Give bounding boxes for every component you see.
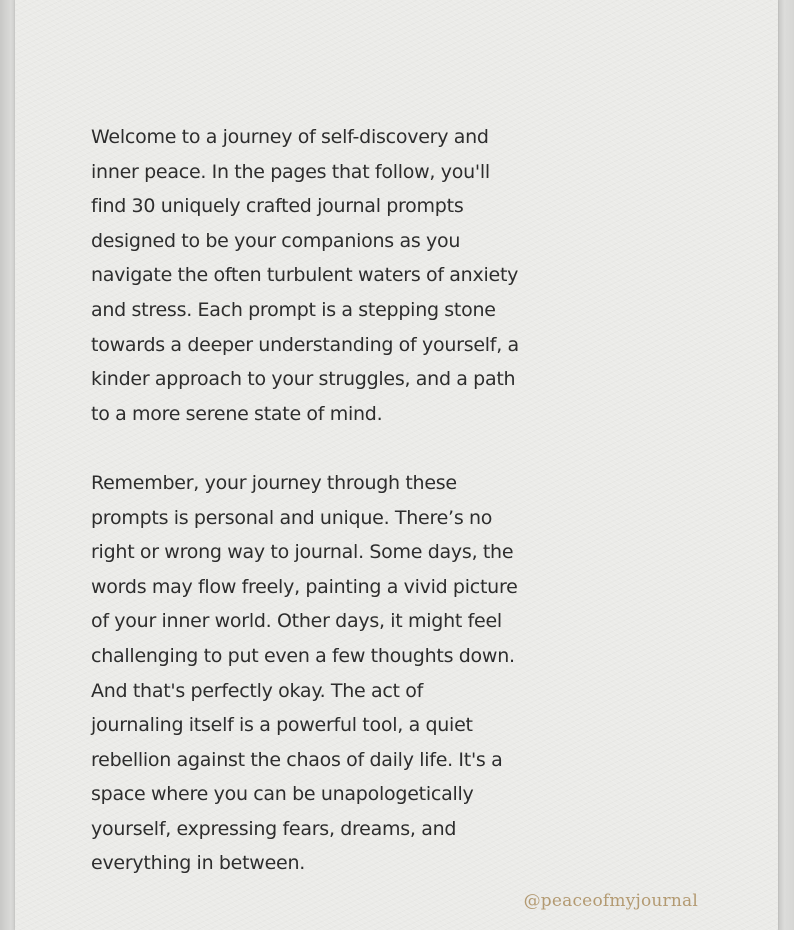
text-line: yourself, expressing fears, dreams, and bbox=[91, 817, 457, 840]
text-line: of your inner world. Other days, it might feel bbox=[91, 610, 502, 633]
intro-text-block bbox=[91, 120, 571, 881]
background-strip-left bbox=[0, 0, 15, 930]
text-line: right or wrong way to journal. Some days, the bbox=[91, 541, 514, 564]
text-line: Welcome to a journey of self-discovery and bbox=[91, 126, 489, 148]
text-line: words may flow freely, painting a vivid picture bbox=[91, 575, 518, 598]
text-line: everything in between. bbox=[91, 852, 306, 875]
text-line: kinder approach to your struggles, and a path bbox=[91, 368, 516, 391]
text-line: rebellion against the chaos of daily life. It's a bbox=[91, 748, 503, 771]
paragraph-spacer bbox=[91, 431, 571, 466]
text-line: to a more serene state of mind. bbox=[91, 402, 383, 425]
text-line: navigate the often turbulent waters of anxiety bbox=[91, 264, 519, 287]
text-line: Remember, your journey through these bbox=[91, 471, 457, 494]
text-line: challenging to put even a few thoughts down. bbox=[91, 644, 515, 667]
text-line: space where you can be unapologetically bbox=[91, 783, 474, 806]
text-line: towards a deeper understanding of yourself, a bbox=[91, 333, 519, 356]
text-line: prompts is personal and unique. There’s no bbox=[91, 506, 493, 529]
text-line: find 30 uniquely crafted journal prompts bbox=[91, 195, 464, 218]
watermark-handle: @peaceofmyjournal bbox=[523, 891, 698, 911]
text-line: journaling itself is a powerful tool, a quiet bbox=[91, 714, 473, 737]
text-line: designed to be your companions as you bbox=[91, 229, 461, 252]
text-line: and stress. Each prompt is a stepping stone bbox=[91, 298, 496, 321]
text-line: inner peace. In the pages that follow, you'll bbox=[91, 160, 490, 183]
background-strip-right bbox=[778, 0, 794, 930]
text-line: And that's perfectly okay. The act of bbox=[91, 679, 424, 702]
journal-page bbox=[15, 0, 778, 930]
